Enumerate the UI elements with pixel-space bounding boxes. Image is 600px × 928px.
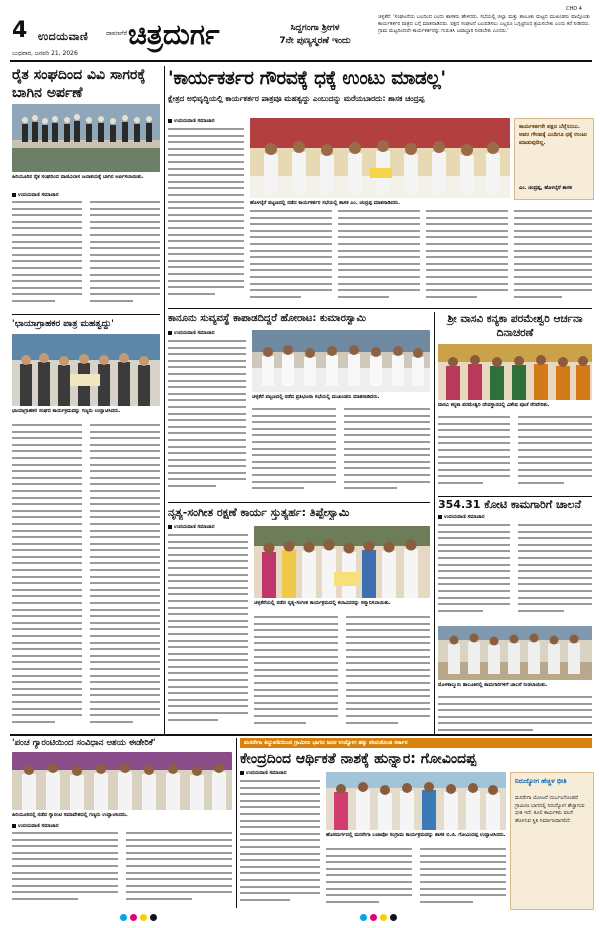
registration-mark — [150, 914, 157, 921]
byline-bullet — [168, 331, 172, 335]
karyakarta-quote: ಕಾರ್ಯಕರ್ತರೇ ಪಕ್ಷದ ಬೆನ್ನೆಲುಬು. ಅವರ ಗೌರವಕ್ಕೆ ಎಂದಿಗೂ ಧಕ್ಕೆ ಉಂಟು ಮಾಡುವುದಿಲ್ಲ. — [519, 124, 588, 146]
byline-bullet — [438, 515, 442, 519]
kamagari-body-col2 — [518, 524, 592, 624]
nritya-byline-text: ಉದಯವಾಣಿ ಸಮಾಚಾರ — [174, 524, 215, 530]
vasavi-photo — [438, 344, 592, 400]
vvsagar-body-col2 — [90, 201, 160, 311]
karyakarta-photo — [250, 118, 510, 198]
kanoonu-byline — [168, 330, 214, 336]
nritya-headline: ನೃತ್ಯ-ಸಂಗೀತ ರಕ್ಷಣೆ ಕಾರ್ಯ ಸ್ತುತ್ಯರ್ಹ: ತಿಪ್ಪೇಸ್ವಾಮಿ — [168, 506, 350, 519]
karyakarta-subheadline: ಕ್ಷೇತ್ರದ ಅಭಿವೃದ್ಧಿಯಲ್ಲಿ ಕಾರ್ಯಕರ್ತರ ಪಾತ್ರವೂ ಮಹತ್ವದ್ದು ಎಂಬುದನ್ನು ಮರೆಯಬಾರದು: ಶಾಸಕ ಚಂದ್ರಪ್ಪ — [168, 94, 425, 103]
kamagari-caption: ಮೊಳಕಾಲ್ಮುರು ತಾಲೂಕಿನಲ್ಲಿ ಕಾಮಗಾರಿಗಳಿಗೆ ಚಾಲನೆ ನೀಡಲಾಯಿತು. — [438, 682, 548, 688]
karyakarta-body-col5 — [514, 210, 592, 306]
karyakarta-body-col1 — [168, 128, 244, 308]
registration-mark — [370, 914, 377, 921]
byline-bullet — [240, 771, 244, 775]
byline-bullet — [12, 193, 16, 197]
chhaya-headline: 'ಛಾಯಾಗ್ರಾಹಕರ ಪಾತ್ರ ಮಹತ್ವದ್ದು' — [12, 319, 114, 329]
guarantee-caption: ಹಿರಿಯೂರಿನಲ್ಲಿ ನಡೆದ ಗ್ಯಾರಂಟಿ ಸಮಾವೇಶದಲ್ಲಿ ಗಣ್ಯರು ಉದ್ಘಾಟಿಸಿದರು. — [12, 812, 128, 818]
registration-mark — [130, 914, 137, 921]
left-column-divider — [164, 66, 165, 734]
nritya-divider — [168, 502, 430, 503]
karyakarta-byline — [168, 118, 214, 124]
registration-mark — [390, 914, 397, 921]
nritya-body-col3 — [346, 616, 430, 732]
edition-location: ದಾವಣಗೆರೆ — [106, 30, 128, 37]
kendra-body-col2 — [326, 848, 412, 908]
kendra-headline: ಕೇಂದ್ರದಿಂದ ಆರ್ಥಿಕತೆ ನಾಶಕ್ಕೆ ಹುನ್ನಾರ: ಗೋವಿಂದಪ್ಪ — [240, 751, 477, 767]
chhaya-body-col2 — [90, 424, 160, 734]
kanoonu-caption: ಚಳ್ಳಕೆರೆ ಪಟ್ಟಣದಲ್ಲಿ ನಡೆದ ಪ್ರತಿಭಟನಾ ಸಭೆಯಲ್ಲಿ ಮುಖಂಡರು ಮಾತನಾಡಿದರು. — [252, 394, 380, 400]
event-notice-line2: 7ನೇ ಪುಣ್ಯಸ್ಮರಣೆ ಇಂದು — [279, 36, 351, 46]
nritya-body-col2 — [254, 616, 338, 732]
nritya-byline — [168, 524, 214, 530]
guarantee-byline — [12, 823, 58, 829]
kamagari-headline: 354.31 ಕೋಟಿ ಕಾಮಗಾರಿಗೆ ಚಾಲನೆ — [438, 498, 582, 511]
issue-date: ಬುಧವಾರ, ಜನವರಿ 21, 2026 — [12, 50, 78, 57]
kendra-caption: ಹೊಸದುರ್ಗದಲ್ಲಿ ಮನರೇಗಾ ಬಚಾವೋ ಸಂಗ್ರಾಮ ಕಾರ್ಯಕ್ರಮವನ್ನು ಶಾಸಕ ಬಿ.ಜಿ. ಗೋವಿಂದಪ್ಪ ಉದ್ಘಾಟಿಸಿದರು. — [326, 832, 506, 838]
kamagari-body-col3 — [438, 696, 592, 732]
page-code: CHD 4 — [566, 6, 582, 12]
event-notice — [270, 22, 360, 48]
kendra-kicker: ಮನರೇಗಾ ತಿದ್ದುಪಡಿಯಿಂದ ಗ್ರಾಮೀಣ ಭಾಗದ ಜನರ ಉದ್ಯೋಗ ಹಕ್ಕು ಕಸಿದುಕೊಂಡ ಸರ್ಕಾರ — [244, 740, 408, 746]
vasavi-headline: ಶ್ರೀ ವಾಸವಿ ಕನ್ಯಕಾ ಪರಮೇಶ್ವರಿ ಆರ್ಚನಾ ದಿನಾಚರಣೆ — [447, 313, 583, 339]
vasavi-caption: ವಾಸವಿ ಕನ್ಯಕಾ ಪರಮೇಶ್ವರಿ ದೇವಸ್ಥಾನದಲ್ಲಿ ವಿಶೇಷ ಪೂಜೆ ನೆರವೇರಿತು. — [438, 402, 550, 408]
karyakarta-headline: 'ಕಾರ್ಯಕರ್ತರ ಗೌರವಕ್ಕೆ ಧಕ್ಕೆ ಉಂಟು ಮಾಡಲ್ಲ' — [168, 68, 446, 89]
kanoonu-body-col3 — [344, 408, 430, 500]
kanoonu-headline: ಕಾನೂನು ಸುವ್ಯವಸ್ಥೆ ಕಾಪಾಡದಿದ್ದರೆ ಹೋರಾಟ: ಕುಮಾರಸ್ವಾಮಿ — [168, 313, 367, 324]
kanoonu-divider — [168, 308, 592, 309]
registration-mark — [140, 914, 147, 921]
kamagari-byline — [438, 514, 484, 520]
karyakarta-body-col3 — [338, 210, 420, 306]
guarantee-byline-text: ಉದಯವಾಣಿ ಸಮಾಚಾರ — [18, 823, 59, 829]
karyakarta-body-col4 — [426, 210, 508, 306]
chhaya-photo — [12, 334, 160, 406]
top-right-brief: ಚಳ್ಳಕೆರೆ: 'ಸಂಘಟನೆಯ ಬಲದಿಂದ ಎಂದು ಶಾಸಕರು ಹೇಳಿದರು. ಸಭೆಯಲ್ಲಿ ಜಿಲ್ಲಾ ಮತ್ತು ತಾಲೂಕು ಮಟ್ಟದ ಮುಖಂಡರು ಪಾಲ್ಗೊಂಡು ಕಾರ್ಯಕರ್ತರ ಪಾತ್ರದ ಬಗ್ಗೆ ಮಾತನಾಡಿದರು. ಪಕ್ಷದ ಸಂಘಟನೆ ಬಲಪಡಿಸಲು ಎಲ್ಲರೂ ಒಗ್ಗಟ್ಟಿನಿಂದ ಶ್ರಮಿಸಬೇಕು ಎಂದು ಕರೆ ನೀಡಿದರು. ಗ್ರಾಮ ಮಟ್ಟದಿಂದಲೇ ಕಾರ್ಯಕರ್ತರನ್ನು ಗುರುತಿಸಿ ಜವಾಬ್ದಾರಿ ನೀಡಬೇಕು ಎಂದರು.' — [378, 14, 590, 34]
vasavi-body-col1 — [438, 416, 510, 494]
chhaya-body-col1 — [12, 424, 82, 734]
karyakarta-body-col2 — [250, 210, 332, 306]
karyakarta-caption: ಹೊಳಲ್ಕೆರೆ ಪಟ್ಟಣದಲ್ಲಿ ನಡೆದ ಕಾರ್ಯಕರ್ತರ ಸಭೆಯಲ್ಲಿ ಶಾಸಕ ಎಂ. ಚಂದ್ರಪ್ಪ ಮಾತನಾಡಿದರು. — [250, 200, 401, 206]
karyakarta-byline-text: ಉದಯವಾಣಿ ಸಮಾಚಾರ — [174, 118, 215, 124]
section-title: ಚಿತ್ರದುರ್ಗ — [128, 18, 220, 51]
karyakarta-quote-author: ಎಂ. ಚಂದ್ರಪ್ಪ, ಹೊಳಲ್ಕೆರೆ ಶಾಸಕ — [519, 185, 572, 191]
masthead-divider — [10, 60, 592, 62]
bottom-column-divider — [236, 738, 237, 908]
kamagari-byline-text: ಉದಯವಾಣಿ ಸಮಾಚಾರ — [444, 514, 485, 520]
nritya-photo — [254, 526, 430, 598]
right-column-divider — [434, 312, 435, 734]
kamagari-divider — [438, 496, 592, 497]
kanoonu-body-col1 — [168, 340, 246, 498]
vvsagar-headline: ರೈತ ಸಂಘದಿಂದ ವಿವಿ ಸಾಗರಕ್ಕೆ ಬಾಗಿನ ಅರ್ಪಣೆ — [12, 67, 146, 101]
kendra-byline-text: ಉದಯವಾಣಿ ಸಮಾಚಾರ — [246, 770, 287, 776]
chhaya-divider — [12, 314, 160, 315]
vvsagar-byline-text: ಉದಯವಾಣಿ ಸಮಾಚಾರ — [18, 192, 59, 198]
byline-bullet — [168, 119, 172, 123]
kendra-body-col3 — [420, 848, 506, 908]
kanoonu-body-col2 — [252, 408, 336, 500]
vvsagar-photo — [12, 104, 160, 172]
kendra-byline — [240, 770, 286, 776]
kendra-sidebar — [510, 772, 594, 910]
guarantee-headline: 'ಪಂಚ ಗ್ಯಾರಂಟಿಯಿಂದ ಸಂವಿಧಾನ ಆಶಯ ಈಡೇರಿಕೆ' — [12, 738, 156, 748]
guarantee-body-col2 — [126, 832, 232, 908]
kendra-body-col1 — [240, 780, 320, 908]
kendra-photo — [326, 772, 506, 830]
guarantee-body-col1 — [12, 832, 118, 908]
vvsagar-body-col1 — [12, 201, 82, 311]
byline-bullet — [12, 824, 16, 828]
kanoonu-photo — [252, 330, 430, 392]
vvsagar-caption: ಹಿರಿಯೂರಿನ ರೈತ ಸಂಘದಿಂದ ವಾಣಿವಿಲಾಸ ಜಲಾಶಯಕ್ಕೆ ಬಾಗಿನ ಅರ್ಪಿಸಲಾಯಿತು. — [12, 174, 144, 180]
bottom-section-divider — [10, 734, 592, 736]
registration-mark — [380, 914, 387, 921]
chhaya-caption: ಛಾಯಾಗ್ರಾಹಕರ ಸಂಘದ ಕಾರ್ಯಕ್ರಮವನ್ನು ಗಣ್ಯರು ಉದ್ಘಾಟಿಸಿದರು. — [12, 408, 121, 414]
kamagari-photo — [438, 626, 592, 680]
registration-mark — [360, 914, 367, 921]
vvsagar-byline — [12, 192, 58, 198]
event-notice-line1: ಸಿದ್ದಗಂಗಾ ಶ್ರೀಗಳ — [290, 23, 340, 33]
registration-mark — [120, 914, 127, 921]
kendra-kicker-bar — [240, 738, 592, 748]
guarantee-photo — [12, 752, 232, 810]
brand-name: ಉದಯವಾಣಿ — [38, 30, 89, 43]
kendra-sidebar-title: ನಿರುದ್ಯೋಗ ಹೆಚ್ಚಳ ಭೀತಿ — [515, 777, 567, 785]
nritya-caption: ಚಳ್ಳಕೆರೆಯಲ್ಲಿ ನಡೆದ ನೃತ್ಯ-ಸಂಗೀತ ಕಾರ್ಯಕ್ರಮದಲ್ಲಿ ಕಲಾವಿದರನ್ನು ಸನ್ಮಾನಿಸಲಾಯಿತು. — [254, 600, 391, 606]
page-number: 4 — [12, 18, 28, 43]
nritya-body-col1 — [168, 534, 248, 732]
kanoonu-byline-text: ಉದಯವಾಣಿ ಸಮಾಚಾರ — [174, 330, 215, 336]
kamagari-body-col1 — [438, 524, 510, 624]
karyakarta-quote-box — [514, 118, 594, 200]
byline-bullet — [168, 525, 172, 529]
kendra-sidebar-text: ಮನರೇಗಾ ಯೋಜನೆ ದುರ್ಬಲಗೊಂಡರೆ ಗ್ರಾಮೀಣ ಭಾಗದಲ್ಲಿ ನಿರುದ್ಯೋಗ ಹೆಚ್ಚಾಗುವ ಭೀತಿ ಇದೆ. ಕೂಲಿ ಕಾರ್ಮಿಕರು ವಲಸೆ ಹೋಗುವ ಸ್ಥಿತಿ ನಿರ್ಮಾಣವಾಗಲಿದೆ. — [515, 795, 585, 824]
vasavi-body-col2 — [518, 416, 592, 494]
